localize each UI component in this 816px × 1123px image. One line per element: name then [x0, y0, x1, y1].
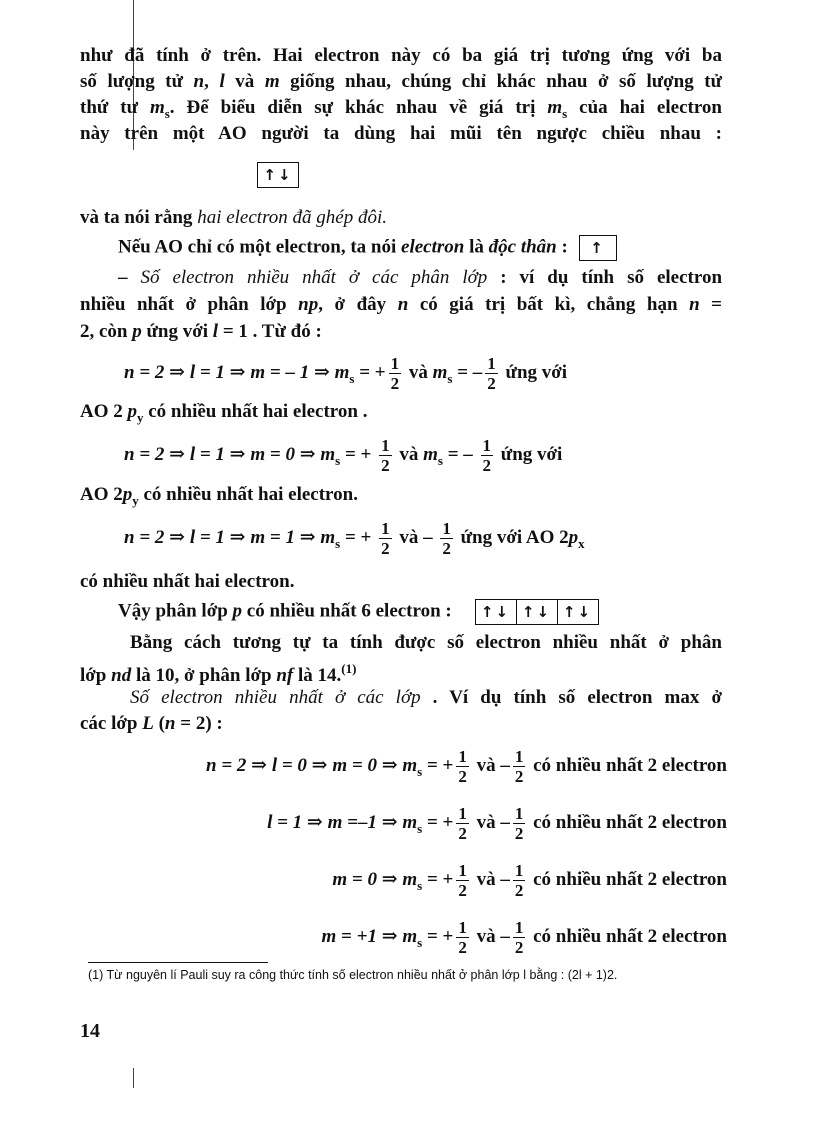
para1-line1: như đã tính ở trên. Hai electron này có ba giá trị tương ứng với ba [80, 45, 722, 66]
para4-line2: nhiều nhất ở phân lớp np, ở đây n có giá trị bất kì, chẳng hạn n = [80, 294, 723, 315]
p-orbital-cell: ↑↓ [516, 600, 557, 624]
p-sublevel-summary: Vậy phân lớp p có nhiều nhất 6 electron : ↑↓ ↑↓ ↑↓ [118, 599, 599, 625]
para4-line1: – Số electron nhiều nhất ở các phân lớp : ví dụ tính số electron [118, 267, 723, 288]
shell-row: l = 1 ⇒ m =–1 ⇒ $m_s$ = + $\frac{1}{2}$ và – $\frac{1}{2}$ có nhiều nhất 2 electron [267, 804, 727, 844]
para6-line2: các lớp L (n = 2) : [80, 713, 223, 734]
equation-1-note: AO 2 $p_y$ có nhiều nhất hai electron . [80, 401, 368, 425]
orbital-box-paired [257, 162, 299, 188]
single-arrow-cell: ↑ [590, 239, 605, 257]
equation-3: n = 2 ⇒ l = 1 ⇒ m = 1 ⇒ $m_s$ = + $\frac{1}{2}$ và – $\frac{1}{2}$ ứng với AO $2p_x$ [124, 519, 585, 559]
footnote-rule [88, 962, 268, 963]
page-number: 14 [80, 1020, 100, 1042]
p-orbital-cell: ↑↓ [480, 603, 511, 621]
shell-row: n = 2 ⇒ l = 0 ⇒ m = 0 ⇒ $m_s$ = + $\frac{1}{2}$ và – $\frac{1}{2}$ có nhiều nhất 2 electron [206, 747, 727, 787]
para1-line3: thứ tư $m_s$. Để biểu diễn sự khác nhau về giá trị $m_s$ của hai electron [80, 97, 722, 121]
scan-mark-bottom [133, 1068, 134, 1088]
para5-line1: Bằng cách tương tự ta tính được số electron nhiều nhất ở phân [130, 632, 722, 653]
p-orbital-boxes [475, 599, 599, 625]
orbital-cell: ↑↓ [263, 166, 293, 184]
para1-line2: số lượng tử n, l và m giống nhau, chúng chỉ khác nhau ở số lượng tử [80, 71, 723, 92]
para6-line1: Số electron nhiều nhất ở các lớp . Ví dụ tính số electron max ở [130, 687, 722, 708]
para5-line2: lớp nd là 10, ở phân lớp nf là 14.$^{(1)}$ [80, 661, 357, 686]
equation-2-note: AO $2p_y$ có nhiều nhất hai electron. [80, 484, 358, 508]
para2: và ta nói rằng hai electron đã ghép đôi. [80, 207, 387, 228]
shell-row: m = 0 ⇒ $m_s$ = + $\frac{1}{2}$ và – $\frac{1}{2}$ có nhiều nhất 2 electron [332, 861, 727, 901]
equation-3-note: có nhiều nhất hai electron. [80, 571, 295, 592]
equation-1: n = 2 ⇒ l = 1 ⇒ m = – 1 ⇒ $m_s$ = + $\frac{1}{2}$ và $m_s$ = – $\frac{1}{2}$ ứng với [124, 354, 568, 394]
p-orbital-cell: ↑↓ [557, 600, 598, 624]
footnote: (1) Từ nguyên lí Pauli suy ra công thức tính số electron nhiều nhất ở phân lớp l bằng : (2l + 1)2. [88, 968, 618, 982]
equation-2: n = 2 ⇒ l = 1 ⇒ m = 0 ⇒ $m_s$ = + $\frac{1}{2}$ và $m_s$ = – $\frac{1}{2}$ ứng với [124, 436, 563, 476]
shell-row: m = +1 ⇒ $m_s$ = + $\frac{1}{2}$ và – $\frac{1}{2}$ có nhiều nhất 2 electron [321, 918, 727, 958]
para3: Nếu AO chỉ có một electron, ta nói electron là độc thân : ↑ [118, 235, 617, 261]
para4-line3: 2, còn p ứng với l = 1 . Từ đó : [80, 321, 322, 342]
para1-line4: này trên một AO người ta dùng hai mũi tên ngược chiều nhau : [80, 123, 722, 144]
